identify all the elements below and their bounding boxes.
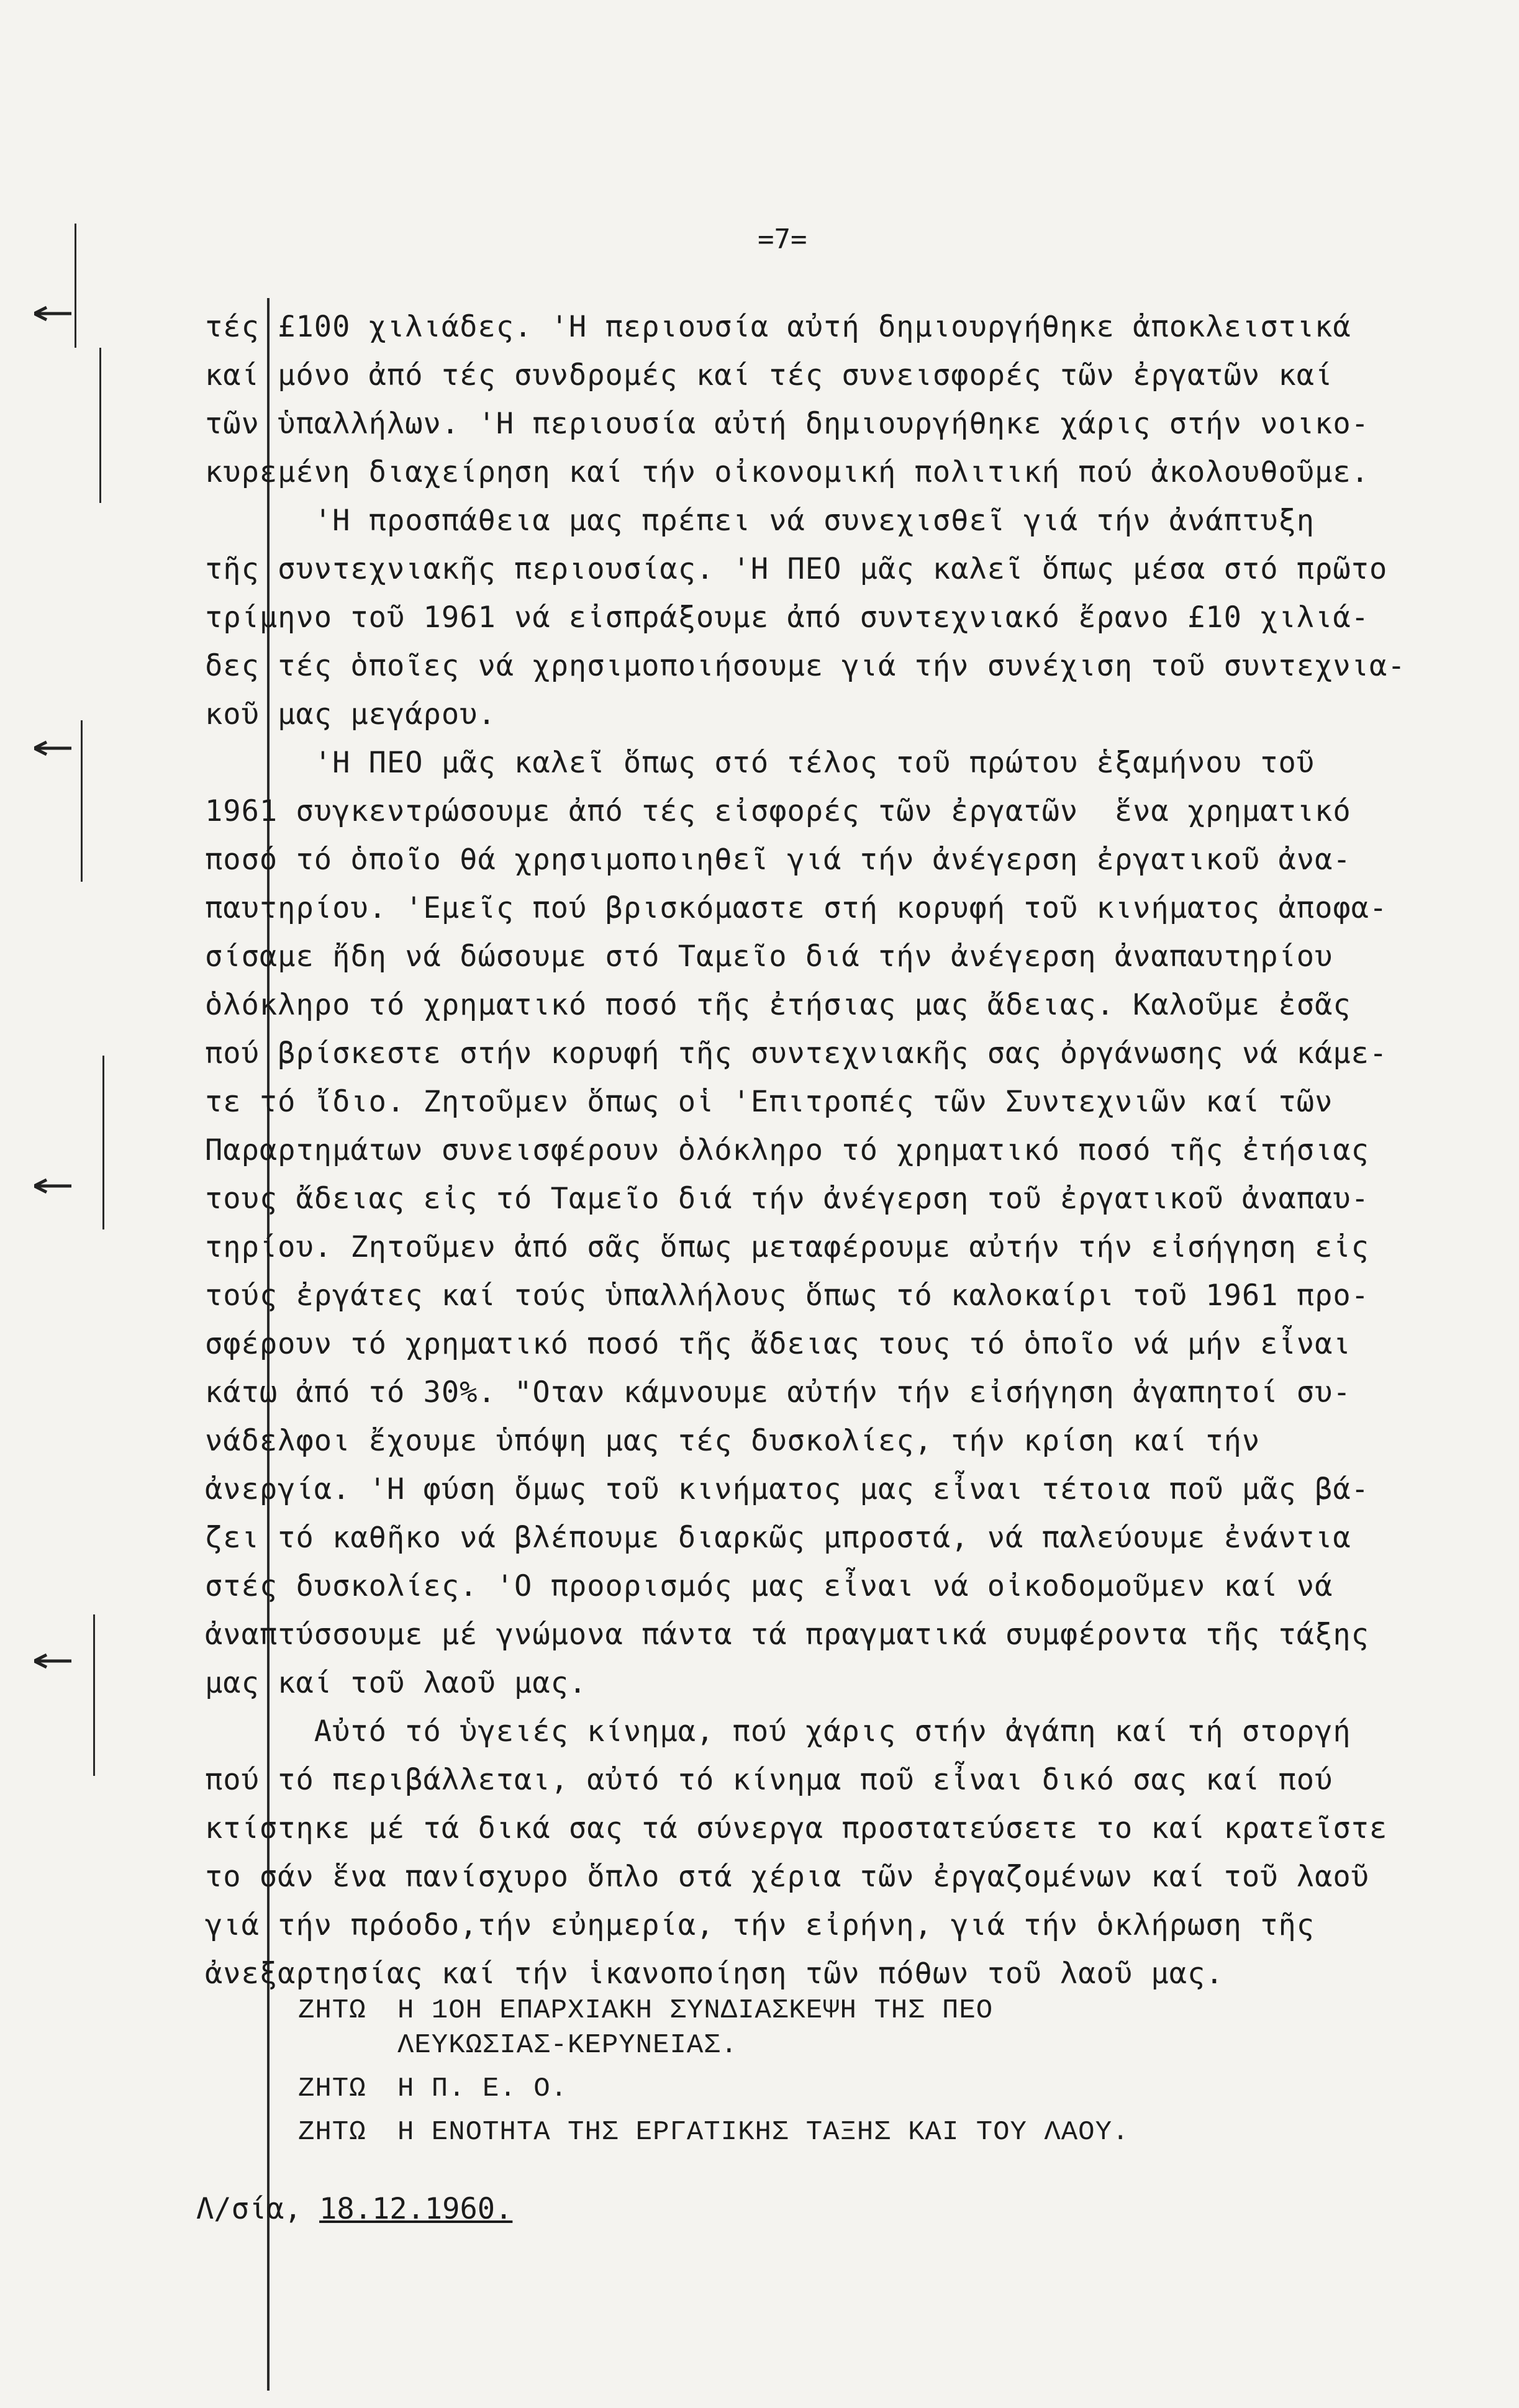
body-text [205,303,1422,1998]
slogan-row [298,2071,1129,2106]
slogan-text: Η ΕΝΟΤΗΤΑ ΤΗΣ ΕΡΓΑΤΙΚΗΣ ΤΑΞΗΣ ΚΑΙ ΤΟΥ ΛΑΟΥ. [397,2117,1130,2148]
body-line: σφέρουν τό χρηματικό ποσό τῆς ἄδειας τους τό ὁποῖο νά μήν εἶναι [205,1327,1351,1361]
body-line: σίσαμε ἤδη νά δώσουμε στό Ταμεῖο διά τήν ἀνέγερση ἀναπαυτηρίου [205,939,1333,974]
margin-rule-outer-4 [102,1056,104,1229]
body-line: τῆς συντεχνιακῆς περιουσίας. 'Η ΠΕΟ μᾶς καλεῖ ὅπως μέσα στό πρῶτο [205,552,1388,586]
margin-rule-outer-1 [75,224,76,348]
body-line: πού τό περιβάλλεται, αὐτό τό κίνημα ποῦ εἶναι δικό σας καί πού [205,1763,1333,1797]
slogan-word: ΖΗΤΩ [298,1995,366,2026]
body-line: καί μόνο ἀπό τές συνδρομές καί τές συνεισφορές τῶν ἐργατῶν καί [205,358,1333,392]
slogan-list [298,1993,1129,2158]
body-line: στές δυσκολίες. 'Ο προορισμός μας εἶναι νά οἰκοδομοῦμεν καί νά [205,1569,1333,1603]
body-line: κυρεμένη διαχείρηση καί τήν οἰκονομική πολιτική πού ἀκολουθοῦμε. [205,455,1369,489]
body-line: μας καί τοῦ λαοῦ μας. [205,1666,587,1700]
body-line: Παραρτημάτων συνεισφέρουν ὁλόκληρο τό χρηματικό ποσό τῆς ἐτήσιας [205,1133,1369,1167]
body-line: 1961 συγκεντρώσουμε ἀπό τές εἰσφορές τῶν ἐργατῶν ἕνα χρηματικό [205,794,1351,828]
margin-arrow-3-icon [34,1177,78,1195]
margin-arrow-2-icon [34,739,78,758]
page-number: =7= [758,224,807,255]
signoff-date: 18.12.1960. [319,2192,513,2226]
body-line: ὁλόκληρο τό χρηματικό ποσό τῆς ἐτήσιας μας ἄδειας. Καλοῦμε ἐσᾶς [205,988,1351,1022]
slogan-text: Η 1ΟΗ ΕΠΑΡΧΙΑΚΗ ΣΥΝΔΙΑΣΚΕΨΗ ΤΗΣ ΠΕΟ ΛΕΥΚΩΣΙΑΣ-ΚΕΡΥΝΕΙΑΣ. [397,1995,994,2061]
margin-arrow-4-icon [34,1652,78,1670]
body-line: γιά τήν πρόοδο,τήν εὐημερία, τήν εἰρήνη, γιά τήν ὁκλήρωση τῆς [205,1908,1315,1942]
body-line: Αὐτό τό ὑγειές κίνημα, πού χάρις στήν ἀγάπη καί τή στοργή [205,1714,1351,1749]
body-line: το σάν ἕνα πανίσχυρο ὅπλο στά χέρια τῶν ἐργαζομένων καί τοῦ λαοῦ [205,1860,1369,1894]
body-line: παυτηρίου. 'Εμεῖς πού βρισκόμαστε στή κορυφή τοῦ κινήματος ἀποφα- [205,891,1388,925]
margin-rule-outer-2 [99,348,101,503]
body-line: τούς ἐργάτες καί τούς ὑπαλλήλους ὅπως τό καλοκαίρι τοῦ 1961 προ- [205,1279,1369,1313]
body-line: τε τό ἴδιο. Ζητοῦμεν ὅπως οἱ 'Επιτροπές τῶν Συντεχνιῶν καί τῶν [205,1085,1333,1119]
body-line: κοῦ μας μεγάρου. [205,697,496,731]
slogan-text: Η Π. Ε. Ο. [397,2073,568,2104]
body-line: ἀνεξαρτησίας καί τήν ἱκανοποίηση τῶν πόθων τοῦ λαοῦ μας. [205,1957,1224,1991]
body-line: ζει τό καθῆκο νά βλέπουμε διαρκῶς μπροστά, νά παλεύουμε ἐνάντια [205,1521,1351,1555]
body-line: 'Η ΠΕΟ μᾶς καλεῖ ὅπως στό τέλος τοῦ πρώτου ἑξαμήνου τοῦ [205,746,1315,780]
body-line: ἀναπτύσσουμε μέ γνώμονα πάντα τά πραγματικά συμφέροντα τῆς τάξης [205,1618,1369,1652]
slogan-word: ΖΗΤΩ [298,2073,366,2104]
body-line: νάδελφοι ἔχουμε ὑπόψη μας τές δυσκολίες, τήν κρίση καί τήν [205,1424,1261,1458]
body-line: τρίμηνο τοῦ 1961 νά εἰσπράξουμε ἀπό συντεχνιακό ἔρανο £10 χιλιά- [205,600,1369,635]
slogan-row [298,2115,1129,2150]
body-line: ποσό τό ὁποῖο θά χρησιμοποιηθεῖ γιά τήν ἀνέγερση ἐργατικοῦ ἀνα- [205,843,1351,877]
body-line: κάτω ἀπό τό 30%. "Οταν κάμνουμε αὐτήν τήν εἰσήγηση ἀγαπητοί συ- [205,1375,1351,1410]
slogan-word: ΖΗΤΩ [298,2117,366,2148]
body-line: τηρίου. Ζητοῦμεν ἀπό σᾶς ὅπως μεταφέρουμε αὐτήν τήν εἰσήγηση εἰς [205,1230,1369,1264]
margin-rule-outer-5 [93,1614,95,1776]
body-line: ἀνεργία. 'Η φύση ὅμως τοῦ κινήματος μας εἶναι τέτοια ποῦ μᾶς βά- [205,1472,1369,1506]
body-line: τῶν ὑπαλλήλων. 'Η περιουσία αὐτή δημιουργήθηκε χάρις στήν νοικο- [205,407,1369,441]
slogan-row [298,1993,1129,2063]
signoff [196,2192,512,2226]
body-line: δες τές ὁποῖες νά χρησιμοποιήσουμε γιά τήν συνέχιση τοῦ συντεχνια- [205,649,1406,683]
body-line: 'Η προσπάθεια μας πρέπει νά συνεχισθεῖ γιά τήν ἀνάπτυξη [205,504,1315,538]
body-line: τους ἄδειας εἰς τό Ταμεῖο διά τήν ἀνέγερση τοῦ ἐργατικοῦ ἀναπαυ- [205,1182,1369,1216]
body-line: κτίστηκε μέ τά δικά σας τά σύνεργα προστατεύσετε το καί κρατεῖστε [205,1811,1388,1845]
margin-rule-outer-3 [81,720,83,882]
margin-arrow-1-icon [34,304,78,323]
signoff-place: Λ/σία, [196,2192,320,2226]
body-line: πού βρίσκεστε στήν κορυφή τῆς συντεχνιακῆς σας ὀργάνωσης νά κάμε- [205,1036,1388,1070]
body-line: τές £100 χιλιάδες. 'Η περιουσία αὐτή δημιουργήθηκε ἀποκλειστικά [205,310,1351,344]
